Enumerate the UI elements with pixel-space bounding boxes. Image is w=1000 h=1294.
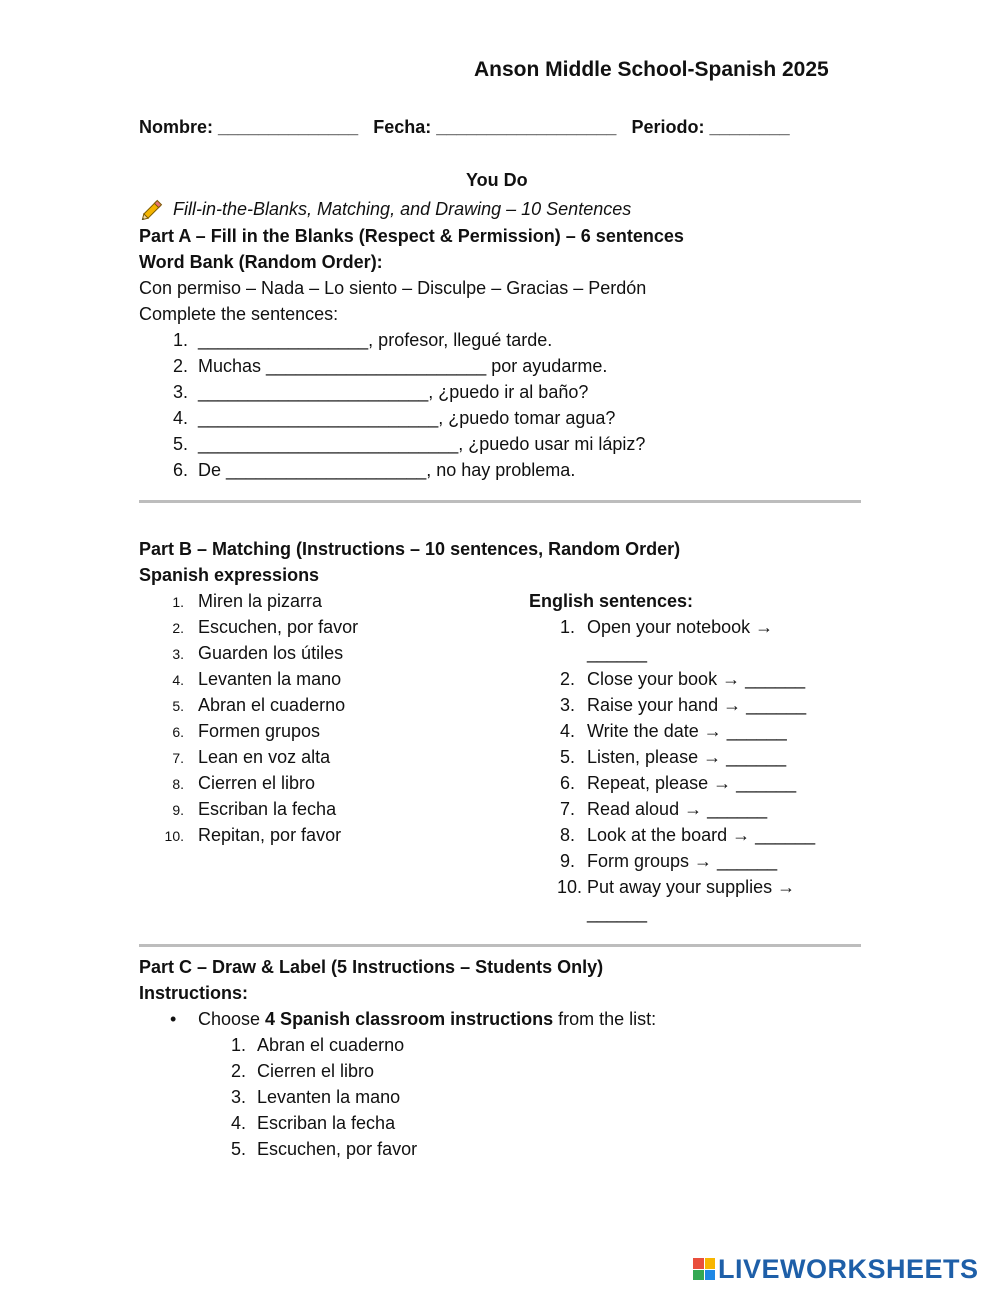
part-a-heading: Part A – Fill in the Blanks (Respect & Permission) – 6 sentences bbox=[139, 226, 684, 246]
bullet-item: • Choose 4 Spanish classroom instructions from the list: bbox=[170, 1009, 657, 1029]
list-item: 5. __________________________, ¿puedo usar mi lápiz? bbox=[172, 434, 646, 454]
list-item: 2. Close your book → ______ bbox=[559, 669, 806, 689]
list-item: 1. Abran el cuaderno bbox=[230, 1035, 405, 1055]
list-item: 5. Escuchen, por favor bbox=[230, 1139, 418, 1159]
periodo-blank[interactable]: ________ bbox=[709, 117, 790, 137]
logo-square bbox=[693, 1270, 704, 1281]
part-b-heading: Part B – Matching (Instructions – 10 sentences, Random Order) bbox=[139, 539, 681, 559]
list-item: 8. Look at the board → ______ bbox=[559, 825, 816, 845]
list-item: 3. Levanten la mano bbox=[230, 1087, 401, 1107]
logo-square bbox=[693, 1258, 704, 1269]
matching-answer[interactable]: Close your book → ______ bbox=[587, 669, 806, 689]
periodo-label: Periodo: bbox=[631, 117, 705, 137]
fill-blank-sentence[interactable]: _______________________, ¿puedo ir al baño? bbox=[198, 382, 589, 402]
english-sentences-label: English sentences: bbox=[529, 591, 694, 611]
part-c-instructions-label: Instructions: bbox=[139, 983, 249, 1003]
matching-answer[interactable]: Look at the board → ______ bbox=[587, 825, 816, 845]
subtitle-text: Fill-in-the-Blanks, Matching, and Drawing – 10 Sentences bbox=[173, 198, 632, 219]
fill-blank-sentence[interactable]: De ____________________, no hay problema. bbox=[198, 460, 576, 480]
list-item: 4. ________________________, ¿puedo tomar agua? bbox=[172, 408, 616, 428]
matching-answer[interactable]: Raise your hand → ______ bbox=[587, 695, 807, 715]
list-item: 5. Abran el cuaderno bbox=[172, 695, 346, 715]
matching-answer[interactable]: Form groups → ______ bbox=[587, 851, 778, 871]
list-item: 6. Formen grupos bbox=[172, 721, 321, 741]
list-item: 3. Raise your hand → ______ bbox=[559, 695, 807, 715]
pencil-icon bbox=[141, 198, 165, 220]
list-item: 1. _________________, profesor, llegué tarde. bbox=[172, 330, 553, 350]
liveworksheets-logo bbox=[693, 1254, 979, 1284]
list-item: 8. Cierren el libro bbox=[172, 773, 316, 793]
fecha-blank[interactable]: __________________ bbox=[436, 117, 617, 137]
word-bank-label: Word Bank (Random Order): bbox=[139, 252, 383, 272]
nombre-label: Nombre: bbox=[139, 117, 214, 137]
fecha-label: Fecha: bbox=[373, 117, 432, 137]
list-item: 9. Form groups → ______ bbox=[559, 851, 778, 871]
list-item: 7. Read aloud → ______ bbox=[559, 799, 768, 819]
answer-blank[interactable]: ______ bbox=[587, 643, 648, 663]
fill-blank-sentence[interactable]: Muchas ______________________ por ayudarme. bbox=[198, 356, 608, 376]
list-item: 2. Muchas ______________________ por ayudarme. bbox=[172, 356, 608, 376]
matching-answer[interactable]: Listen, please → ______ bbox=[587, 747, 787, 767]
list-item: 9. Escriban la fecha bbox=[172, 799, 337, 819]
list-item: 7. Lean en voz alta bbox=[172, 747, 331, 767]
list-item: 4. Write the date → ______ bbox=[559, 721, 787, 741]
part-a-instructions: Complete the sentences: bbox=[139, 304, 339, 324]
list-item: 4. Levanten la mano bbox=[172, 669, 342, 689]
name-date-period-line bbox=[139, 117, 790, 138]
fill-blank-sentence[interactable]: _________________, profesor, llegué tarde. bbox=[198, 330, 553, 350]
list-item: 1. Miren la pizarra bbox=[172, 591, 323, 611]
logo-text: LIVEWORKSHEETS bbox=[718, 1253, 979, 1284]
matching-answer[interactable]: Repeat, please → ______ bbox=[587, 773, 797, 793]
nombre-blank[interactable]: ______________ bbox=[218, 117, 359, 137]
divider bbox=[139, 944, 861, 947]
subtitle-line bbox=[141, 198, 631, 220]
fill-blank-sentence[interactable]: ________________________, ¿puedo tomar agua? bbox=[198, 408, 616, 428]
list-item: 3. _______________________, ¿puedo ir al baño? bbox=[172, 382, 589, 402]
list-item: 2. Cierren el libro bbox=[230, 1061, 375, 1081]
logo-grid-icon bbox=[693, 1258, 715, 1280]
matching-answer[interactable]: Read aloud → ______ bbox=[587, 799, 768, 819]
list-item: 5. Listen, please → ______ bbox=[559, 747, 787, 767]
list-item: 6. De ____________________, no hay problema. bbox=[172, 460, 576, 480]
list-item: 10. Repitan, por favor bbox=[164, 825, 342, 845]
section-title: You Do bbox=[466, 170, 528, 190]
list-item: 1. Open your notebook → bbox=[559, 617, 774, 637]
matching-answer[interactable]: Write the date → ______ bbox=[587, 721, 787, 741]
list-item: 3. Guarden los útiles bbox=[172, 643, 344, 663]
list-item: 4. Escriban la fecha bbox=[230, 1113, 396, 1133]
part-c-heading: Part C – Draw & Label (5 Instructions – Students Only) bbox=[139, 957, 604, 977]
bullet-icon: • bbox=[170, 1009, 177, 1029]
fill-blank-sentence[interactable]: __________________________, ¿puedo usar mi lápiz? bbox=[198, 434, 646, 454]
answer-blank[interactable]: ______ bbox=[587, 903, 648, 923]
logo-square bbox=[705, 1258, 716, 1269]
divider bbox=[139, 500, 861, 503]
school-title: Anson Middle School-Spanish 2025 bbox=[474, 58, 829, 81]
word-bank: Con permiso – Nada – Lo siento – Disculpe – Gracias – Perdón bbox=[139, 278, 647, 298]
list-item: 2. Escuchen, por favor bbox=[172, 617, 359, 637]
logo-square bbox=[705, 1270, 716, 1281]
list-item: 10. Put away your supplies → bbox=[556, 877, 796, 897]
spanish-expressions-label: Spanish expressions bbox=[139, 565, 320, 585]
list-item: 6. Repeat, please → ______ bbox=[559, 773, 797, 793]
